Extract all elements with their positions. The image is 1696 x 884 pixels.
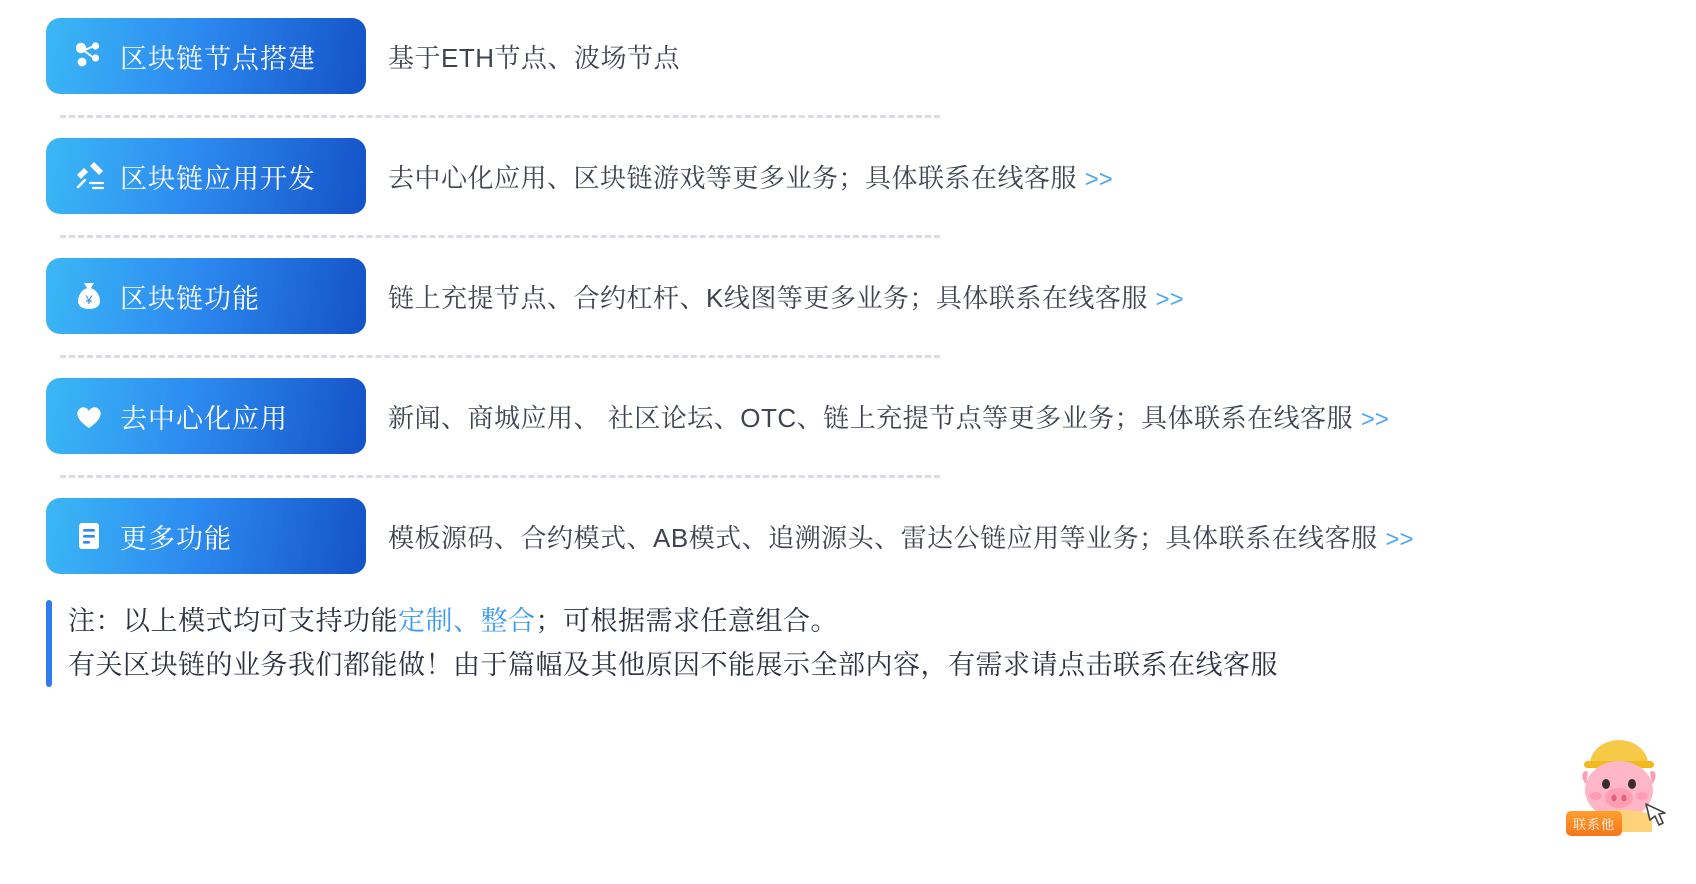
service-row xyxy=(46,18,1656,94)
note-accent-bar xyxy=(46,600,52,687)
service-description xyxy=(388,38,680,75)
row-separator xyxy=(46,454,1656,498)
service-description-text: 基于ETH节点、波场节点 xyxy=(388,42,681,73)
row-separator xyxy=(46,214,1656,258)
footer-note xyxy=(46,600,1656,687)
service-pill-node-build[interactable] xyxy=(46,18,366,94)
service-row xyxy=(46,138,1656,214)
dashed-line xyxy=(60,235,940,238)
app-dev-icon xyxy=(72,159,106,193)
note-text xyxy=(68,600,1278,687)
pig-mascot-icon[interactable] xyxy=(1560,728,1678,840)
service-label: 区块链节点搭建 xyxy=(120,43,316,74)
service-pill-chain-features[interactable] xyxy=(46,258,366,334)
note-line-1 xyxy=(68,600,1278,644)
service-row xyxy=(46,378,1656,454)
service-label: 更多功能 xyxy=(120,523,232,554)
note-separator-char: 、 xyxy=(453,606,481,636)
note-line1-part2: ；可根据需求任意组合。 xyxy=(535,606,838,636)
service-label: 区块链应用开发 xyxy=(120,163,316,194)
note-highlight-custom: 定制 xyxy=(398,606,453,636)
service-description-text: 链上充提节点、合约杠杆、K线图等更多业务；具体联系在线客服 xyxy=(388,282,1148,313)
service-row xyxy=(46,258,1656,334)
service-pill-app-dev[interactable] xyxy=(46,138,366,214)
service-description-text: 模板源码、合约模式、AB模式、追溯源头、雷达公链应用等业务；具体联系在线客服 xyxy=(388,522,1378,553)
dashed-line xyxy=(60,355,940,358)
more-link[interactable]: >> xyxy=(1385,525,1414,553)
nodes-icon xyxy=(72,39,106,73)
heart-icon xyxy=(72,399,106,433)
service-description xyxy=(388,158,1113,195)
note-line1-part1: 注：以上模式均可支持功能 xyxy=(68,606,398,636)
service-description-text: 新闻、商城应用、 社区论坛、OTC、链上充提节点等更多业务；具体联系在线客服 xyxy=(388,402,1354,433)
dashed-line xyxy=(60,475,940,478)
note-highlight-integrate: 整合 xyxy=(480,606,536,636)
service-description xyxy=(388,518,1413,555)
note-line-2: 有关区块链的业务我们都能做！由于篇幅及其他原因不能展示全部内容，有需求请点击联系在线客服 xyxy=(68,649,1278,680)
dashed-line xyxy=(60,115,940,118)
service-pill-more-features[interactable] xyxy=(46,498,366,574)
contact-badge[interactable]: 联系他 xyxy=(1566,811,1622,836)
service-description xyxy=(388,398,1389,435)
more-link[interactable]: >> xyxy=(1360,405,1389,433)
row-separator xyxy=(46,334,1656,378)
service-label: 去中心化应用 xyxy=(120,403,288,434)
service-description xyxy=(388,278,1184,315)
service-label: 区块链功能 xyxy=(120,283,260,314)
svg-text:¥: ¥ xyxy=(85,293,93,307)
service-pill-dapp[interactable] xyxy=(46,378,366,454)
document-icon xyxy=(72,519,106,553)
money-bag-icon xyxy=(72,279,106,313)
service-row xyxy=(46,498,1656,574)
more-link[interactable]: >> xyxy=(1155,285,1184,313)
more-link[interactable]: >> xyxy=(1084,165,1113,193)
service-description-text: 去中心化应用、区块链游戏等更多业务；具体联系在线客服 xyxy=(388,162,1078,193)
row-separator xyxy=(46,94,1656,138)
